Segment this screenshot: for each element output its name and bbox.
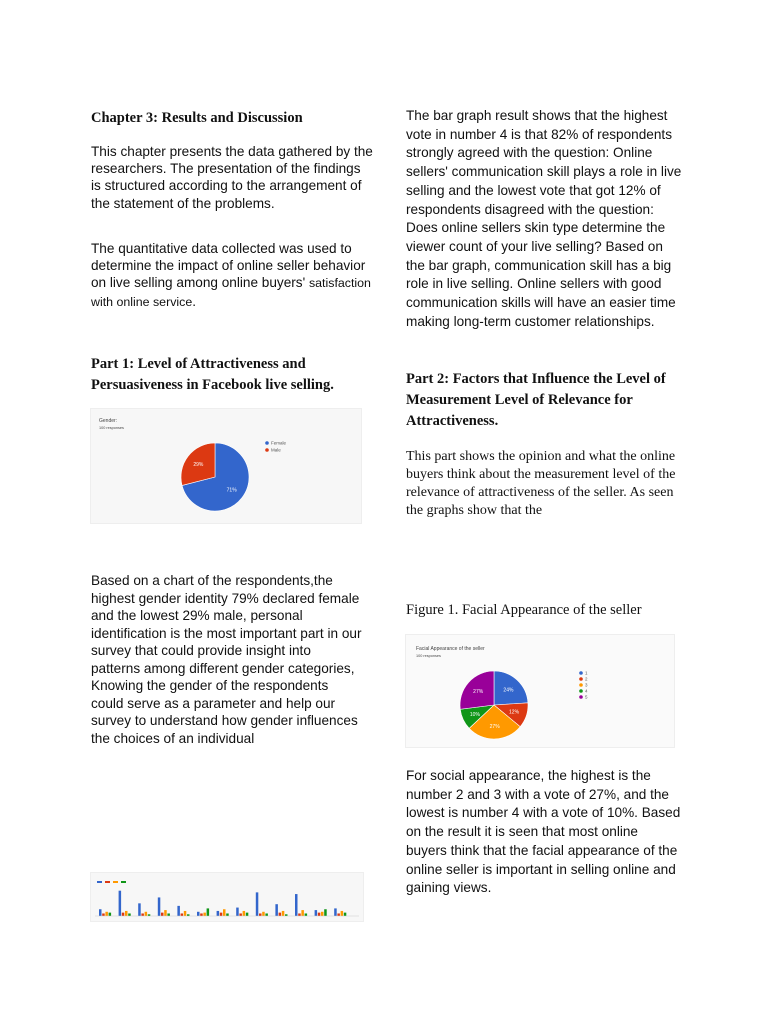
bar-7-0 <box>236 908 239 916</box>
bar-9-0 <box>275 904 278 916</box>
facial-legend-marker-1 <box>579 677 583 681</box>
bar-9-2 <box>282 911 285 916</box>
bar-4-2 <box>184 911 187 916</box>
bar-10-3 <box>305 913 308 916</box>
bar-graph-paragraph: The bar graph result shows that the highest vote in number 4 is that 82% of respondents strongly agreed with the question: Online sellers' communication skill plays a role in live selling and the lowest vote that got 12% of respondents disagreed with the question: Does online sellers skin type determine the viewer count of your live selling? Based on the bar graph, communication skill has a big role in live selling. Online sellers with good communication skills will have an easier time making long-term customer relationships. <box>406 108 682 329</box>
facial-legend-marker-0 <box>579 671 583 675</box>
bar-chart-svg <box>91 873 363 921</box>
part2-paragraph: This part shows the opinion and what the online buyers think about the measurement level of the relevance of attractiveness of the seller. As seen the graphs show that the <box>406 449 676 518</box>
bar-3-3 <box>167 913 170 916</box>
bar-5-2 <box>203 913 206 916</box>
bar-9-3 <box>285 914 288 916</box>
facial-legend-marker-2 <box>579 683 583 687</box>
bar-9-1 <box>279 913 282 916</box>
facial-legend-label-3: 4 <box>585 688 588 694</box>
bar-4-0 <box>177 906 180 916</box>
bar-7-3 <box>246 913 249 916</box>
bar-6-3 <box>226 913 229 916</box>
bar-1-3 <box>128 913 131 916</box>
bar-2-3 <box>148 914 151 916</box>
gender-chart-title: Gender: <box>99 418 118 424</box>
bar-2-0 <box>138 903 141 916</box>
part1-heading: Part 1: Level of Attractiveness and Persuasiveness in Facebook live selling. <box>91 356 334 393</box>
facial-legend-label-4: 5 <box>585 694 588 700</box>
bar-11-3 <box>324 909 327 916</box>
bar-legend-marker-0 <box>97 881 102 883</box>
bar-12-0 <box>334 908 337 916</box>
bar-0-3 <box>109 913 112 916</box>
bar-1-0 <box>119 891 122 916</box>
bar-8-3 <box>265 913 268 916</box>
bar-legend-marker-1 <box>105 881 110 883</box>
quant-paragraph-main: The quantitative data collected was used to determine the impact of online seller behavior on live selling among online buyers' <box>91 241 366 291</box>
bar-0-2 <box>105 912 108 916</box>
bar-8-0 <box>256 892 258 916</box>
facial-chart-title: Facial Appearance of the seller <box>416 646 485 652</box>
bar-legend-marker-3 <box>121 881 126 883</box>
gender-legend-label-1: Male <box>271 447 281 453</box>
gender-chart-subtitle: 100 responses <box>99 426 124 430</box>
gender-legend-marker-0 <box>265 441 269 445</box>
facial-slice-label-4: 27% <box>473 688 484 695</box>
bar-4-1 <box>181 913 184 916</box>
quant-paragraph <box>91 240 373 311</box>
gender-paragraph: Based on a chart of the respondents,the highest gender identity 79% declared female and the lowest 29% male, personal identification is the most important part in our survey that could provide insight into patterns among different gender categories, Knowing the gender of the respondents could serve as a parameter and help our survey to understand how gender influences the choices of an individual <box>91 573 362 746</box>
facial-slice-label-0: 24% <box>503 687 514 694</box>
bar-5-0 <box>197 912 200 916</box>
facial-legend-marker-4 <box>579 695 583 699</box>
bar-5-1 <box>200 913 203 916</box>
bar-8-1 <box>259 913 262 916</box>
bar-0-1 <box>102 913 105 916</box>
bar-3-2 <box>164 910 167 916</box>
bar-12-2 <box>341 911 344 916</box>
bar-12-1 <box>337 913 340 916</box>
facial-legend-label-2: 3 <box>585 682 588 688</box>
gender-legend-label-0: Female <box>271 440 287 446</box>
facial-appearance-chart <box>405 634 675 748</box>
bar-10-1 <box>298 913 301 916</box>
facial-chart-svg <box>406 635 674 747</box>
facial-slice-label-1: 12% <box>509 709 520 716</box>
bar-2-1 <box>141 913 144 916</box>
facial-slice-label-2: 27% <box>489 723 500 730</box>
facial-legend-label-0: 1 <box>585 670 588 676</box>
bar-3-0 <box>158 897 161 916</box>
facial-chart-subtitle: 100 responses <box>416 654 441 658</box>
bar-chart <box>90 872 364 922</box>
facial-legend-label-1: 2 <box>585 676 588 682</box>
part2-heading: Part 2: Factors that Influence the Level of Measurement Level of Relevance for Attractiveness. <box>406 371 666 429</box>
bar-legend-marker-2 <box>113 881 118 883</box>
bar-11-0 <box>315 910 318 916</box>
gender-slice-label-0: 71% <box>226 487 237 494</box>
bar-12-3 <box>344 913 347 916</box>
bar-10-2 <box>301 910 304 916</box>
gender-legend-marker-1 <box>265 448 269 452</box>
bar-2-2 <box>145 912 148 916</box>
bar-8-2 <box>262 912 265 916</box>
bar-0-0 <box>99 909 102 916</box>
bar-5-3 <box>207 908 210 916</box>
bar-10-0 <box>295 894 298 916</box>
facial-legend-marker-3 <box>579 689 583 693</box>
bar-3-1 <box>161 913 164 916</box>
bar-1-1 <box>122 913 125 916</box>
quant-paragraph-end: . <box>192 293 197 309</box>
gender-chart <box>90 408 362 524</box>
facial-slice-label-3: 10% <box>469 711 480 718</box>
chapter-title: Chapter 3: Results and Discussion <box>91 110 303 126</box>
bar-4-3 <box>187 914 190 916</box>
bar-7-2 <box>243 911 246 916</box>
intro-paragraph: This chapter presents the data gathered by the researchers. The presentation of the findings is structured according to the arrangement of the statement of the problems. <box>91 144 373 211</box>
bar-6-2 <box>223 909 226 916</box>
social-appearance-paragraph: For social appearance, the highest is the number 2 and 3 with a vote of 27%, and the lowest is number 4 with a vote of 10%. Based on the result it is seen that most online buyers think that the facial appearance of the online seller is important in selling online and gaining views. <box>406 768 681 896</box>
quant-paragraph-tail: satisfaction with online service <box>91 276 371 309</box>
figure1-caption: Figure 1. Facial Appearance of the seller <box>406 602 642 618</box>
gender-chart-svg <box>91 409 361 523</box>
bar-6-1 <box>220 913 223 916</box>
bar-11-2 <box>321 912 324 916</box>
bar-6-0 <box>217 911 220 916</box>
bar-7-1 <box>239 913 242 916</box>
gender-slice-label-1: 29% <box>193 461 204 468</box>
bar-1-2 <box>125 911 128 916</box>
bar-11-1 <box>318 913 321 916</box>
